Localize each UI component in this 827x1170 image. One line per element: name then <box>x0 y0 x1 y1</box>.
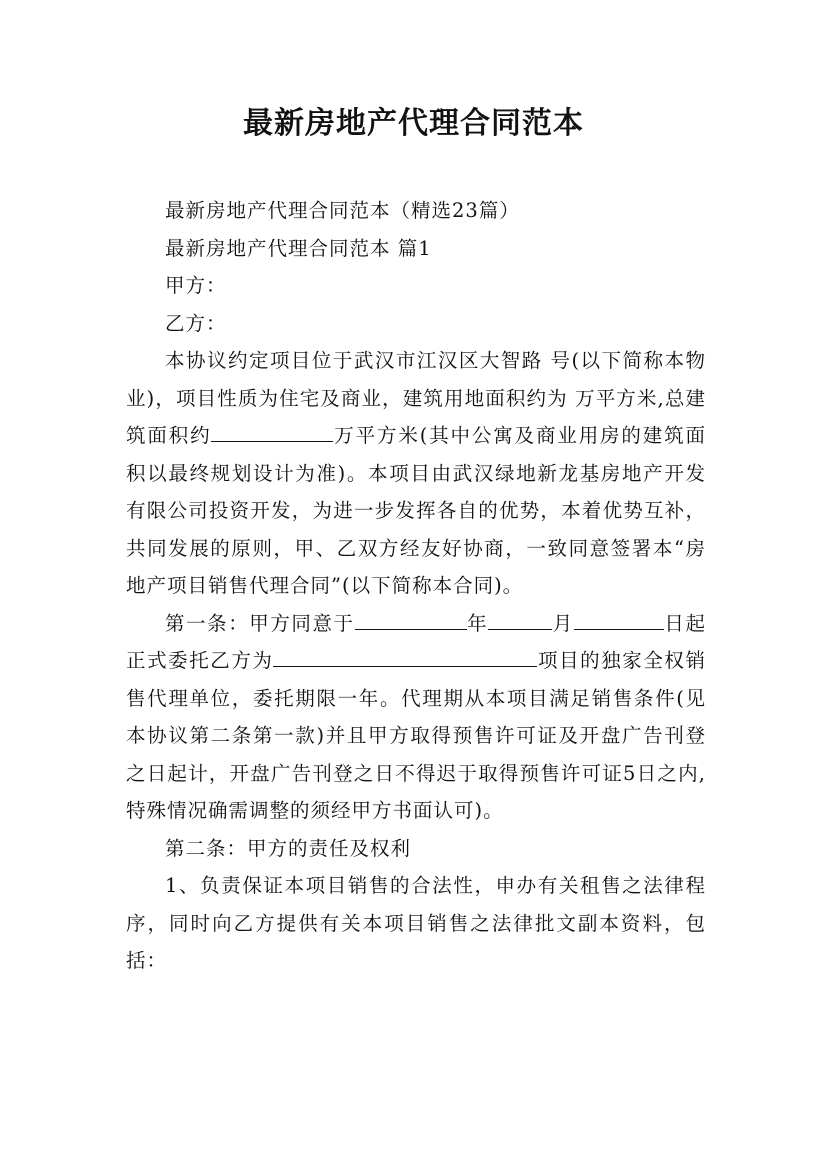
article-2-item-1: 1、负责保证本项目销售的合法性，申办有关租售之法律程序，同时向乙方提供有关本项目销售之法律批文副本资料，包括： <box>126 874 706 972</box>
article-1-part4: 日起正式委托乙方为 <box>126 611 706 672</box>
year-blank <box>355 607 467 629</box>
document-body <box>126 192 706 980</box>
intro-text-part2: 万平方米(其中公寓及商业用房的建筑面积以最终规划设计为准)。本项目由武汉绿地新龙基房地产开发有限公司投资开发，为进一步发挥各自的优势，本着优势互补，共同发展的原则，甲、乙双方经友好协商，一致同意签署本“房地产项目销售代理合同”(以下简称本合同)。 <box>126 424 706 597</box>
intro-text-part1: 本协议约定项目位于武汉市江汉区大智路 号(以下简称本物业)，项目性质为住宅及商业，建筑用地面积约为 万平方米,总建筑面积约 <box>126 349 706 447</box>
article-1-paragraph <box>126 605 706 830</box>
month-blank <box>488 607 552 629</box>
floor-area-blank <box>211 420 333 442</box>
section-heading: 最新房地产代理合同范本 篇1 <box>165 236 432 260</box>
intro-paragraph <box>126 342 706 605</box>
party-b-label: 乙方： <box>165 311 227 335</box>
project-name-blank <box>273 645 537 667</box>
subtitle-paragraph: 最新房地产代理合同范本（精选23篇） <box>165 199 520 222</box>
article-1-part1: 第一条：甲方同意于 <box>165 611 355 635</box>
article-2-heading: 第二条：甲方的责任及权利 <box>165 836 412 860</box>
article-1-part5: 项目的独家全权销售代理单位，委托期限一年。代理期从本项目满足销售条件(见本协议第二条第一款)并且甲方取得预售许可证及开盘广告刊登之日起计，开盘广告刊登之日不得迟于取得预售许可证5日之内,特殊情况确需调整的须经甲方书面认可)。 <box>126 649 706 822</box>
article-1-part3: 月 <box>552 611 574 635</box>
day-blank <box>574 607 664 629</box>
document-title: 最新房地产代理合同范本 <box>243 106 584 141</box>
article-1-part2: 年 <box>466 611 489 635</box>
party-a-label: 甲方： <box>165 274 227 297</box>
